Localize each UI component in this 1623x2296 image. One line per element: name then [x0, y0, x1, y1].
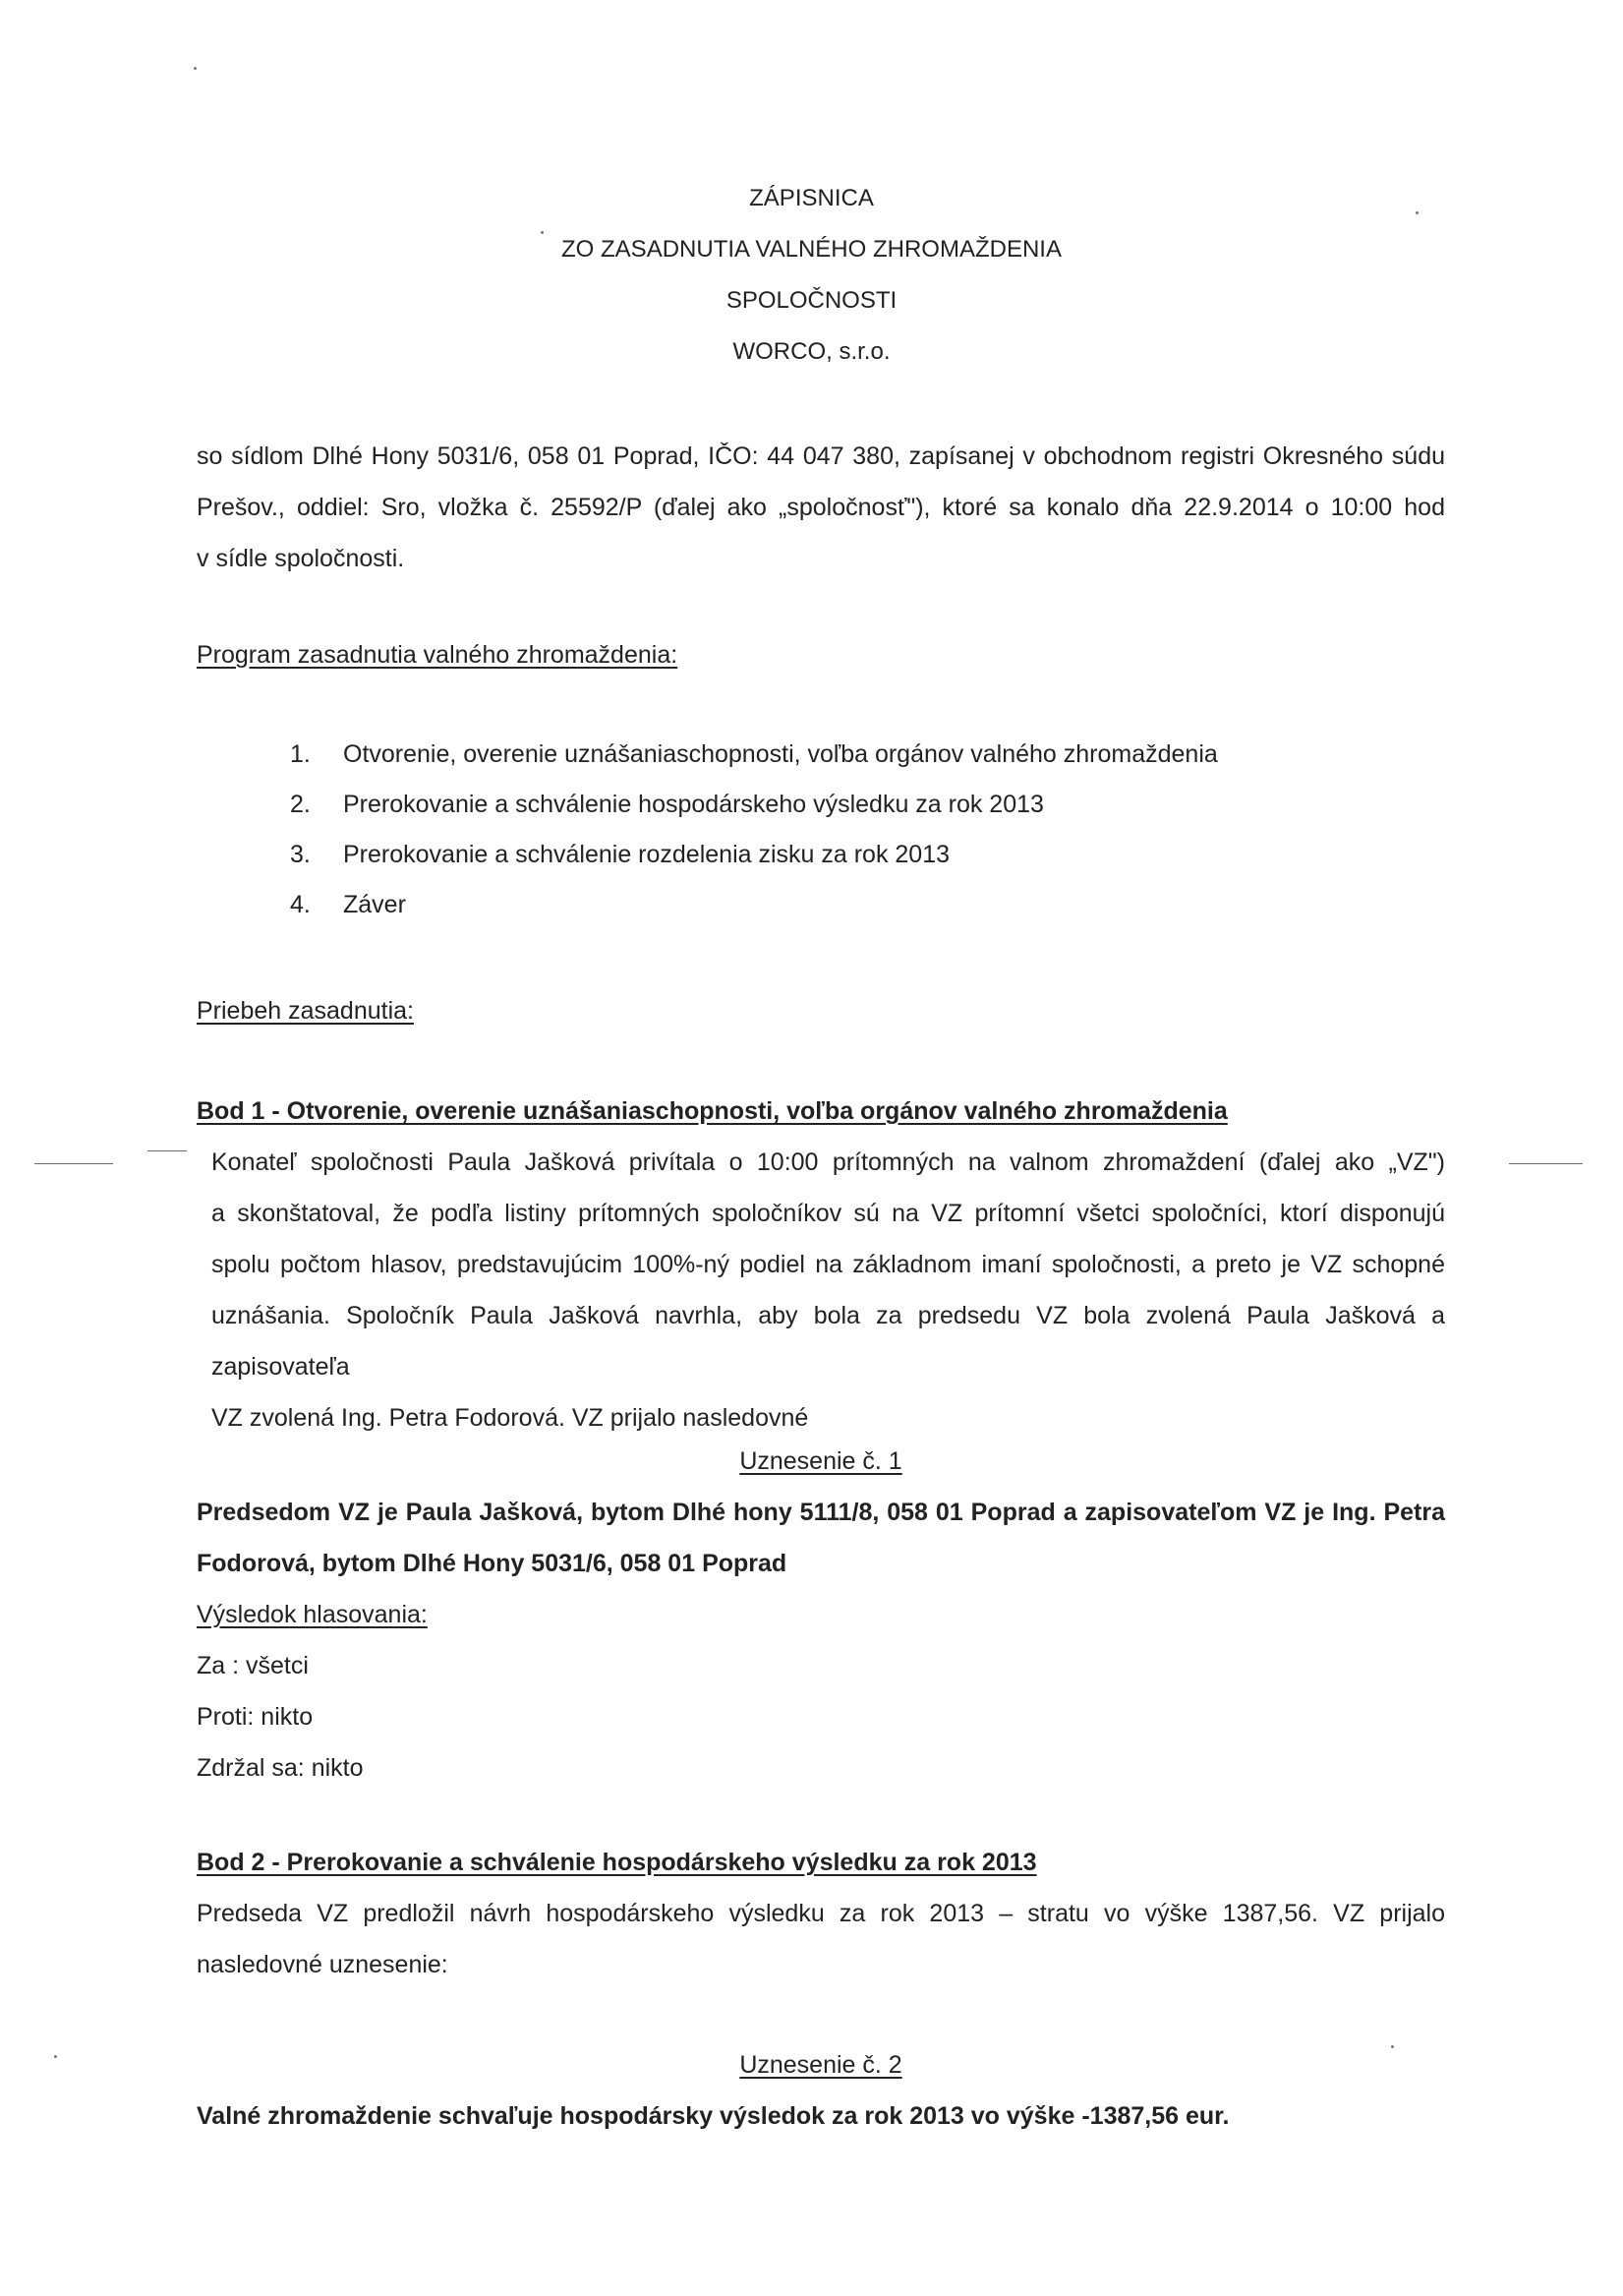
resolution2-heading: Uznesenie č. 2: [739, 2051, 902, 2079]
vote-abstain: Zdržal sa: nikto: [197, 1754, 364, 1782]
resolution1-text: [197, 1487, 1445, 1589]
intro-line: v sídle spoločnosti.: [197, 545, 405, 572]
paragraph-line: a skonštatoval, že podľa listiny prítomných spoločníkov sú na VZ prítomní všetci spoločníci, ktorí disponujú: [211, 1200, 1445, 1227]
point1-paragraph: [211, 1137, 1445, 1443]
scan-speck: [54, 2055, 57, 2058]
point2-heading: Bod 2 - Prerokovanie a schválenie hospodárskeho výsledku za rok 2013: [197, 1849, 1037, 1876]
paragraph-line: uznášania. Spoločník Paula Jašková navrhla, aby bola za predsedu VZ bola zvolená Paula Jašková a zapisovateľa: [211, 1302, 1445, 1381]
vote-heading: Výsledok hlasovania:: [197, 1601, 428, 1628]
resolution1-heading: Uznesenie č. 1: [739, 1447, 902, 1475]
list-item: 2. Prerokovanie a schválenie hospodárskeho výsledku za rok 2013: [290, 791, 1044, 818]
program-heading: Program zasadnutia valného zhromaždenia:: [197, 641, 678, 669]
company-name: WORCO, s.r.o.: [732, 338, 891, 365]
scan-speck: [541, 231, 544, 234]
list-item: 3. Prerokovanie a schválenie rozdelenia zisku za rok 2013: [290, 841, 951, 868]
scan-speck: [1391, 2045, 1394, 2048]
paragraph-line: VZ zvolená Ing. Petra Fodorová. VZ prijalo nasledovné: [211, 1404, 809, 1432]
scan-speck: [1416, 211, 1419, 214]
list-item: 4. Záver: [290, 891, 406, 918]
resolution-line: Predsedom VZ je Paula Jašková, bytom Dlhé hony 5111/8, 058 01 Poprad a zapisovateľom VZ je Ing. Petra: [197, 1499, 1445, 1526]
scan-artifact-line: [1509, 1163, 1583, 1164]
scan-artifact-line: [147, 1150, 187, 1151]
paragraph-line: Konateľ spoločnosti Paula Jašková privítala o 10:00 prítomných na valnom zhromaždení (ďalej ako „VZ"): [211, 1148, 1445, 1176]
point2-paragraph: [197, 1888, 1445, 1990]
scan-artifact-line: [34, 1163, 113, 1164]
vote-for: Za : všetci: [197, 1652, 309, 1679]
resolution2-text: Valné zhromaždenie schvaľuje hospodársky výsledok za rok 2013 vo výške -1387,56 eur.: [197, 2102, 1230, 2130]
point1-heading: Bod 1 - Otvorenie, overenie uznášaniaschopnosti, voľba orgánov valného zhromaždenia: [197, 1097, 1228, 1125]
scan-speck: [194, 67, 197, 70]
paragraph-line: nasledovné uznesenie:: [197, 1951, 448, 1978]
intro-line: Prešov., oddiel: Sro, vložka č. 25592/P (ďalej ako „spoločnosť"), ktoré sa konalo dňa 22.9.2014 o 10:00 hod: [197, 494, 1445, 521]
document-subtitle: ZO ZASADNUTIA VALNÉHO ZHROMAŽDENIA: [561, 236, 1062, 263]
program-list: [290, 730, 1218, 930]
course-heading: Priebeh zasadnutia:: [197, 997, 414, 1025]
intro-paragraph: [197, 431, 1445, 584]
list-item: 1. Otvorenie, overenie uznášaniaschopnosti, voľba orgánov valného zhromaždenia: [290, 740, 1218, 768]
document-title: ZÁPISNICA: [749, 185, 874, 211]
intro-line: so sídlom Dlhé Hony 5031/6, 058 01 Poprad, IČO: 44 047 380, zapísanej v obchodnom registri Okresného súdu: [197, 442, 1445, 470]
vote-against: Proti: nikto: [197, 1703, 314, 1731]
resolution-line: Fodorová, bytom Dlhé Hony 5031/6, 058 01 Poprad: [197, 1550, 787, 1577]
document-subtitle-company-label: SPOLOČNOSTI: [725, 287, 898, 314]
paragraph-line: spolu počtom hlasov, predstavujúcim 100%-ný podiel na základnom imaní spoločnosti, a preto je VZ schopné: [211, 1251, 1445, 1278]
paragraph-line: Predseda VZ predložil návrh hospodárskeho výsledku za rok 2013 – stratu vo výške 1387,56. VZ prijalo: [197, 1900, 1445, 1927]
vote-results: [197, 1589, 1445, 1794]
